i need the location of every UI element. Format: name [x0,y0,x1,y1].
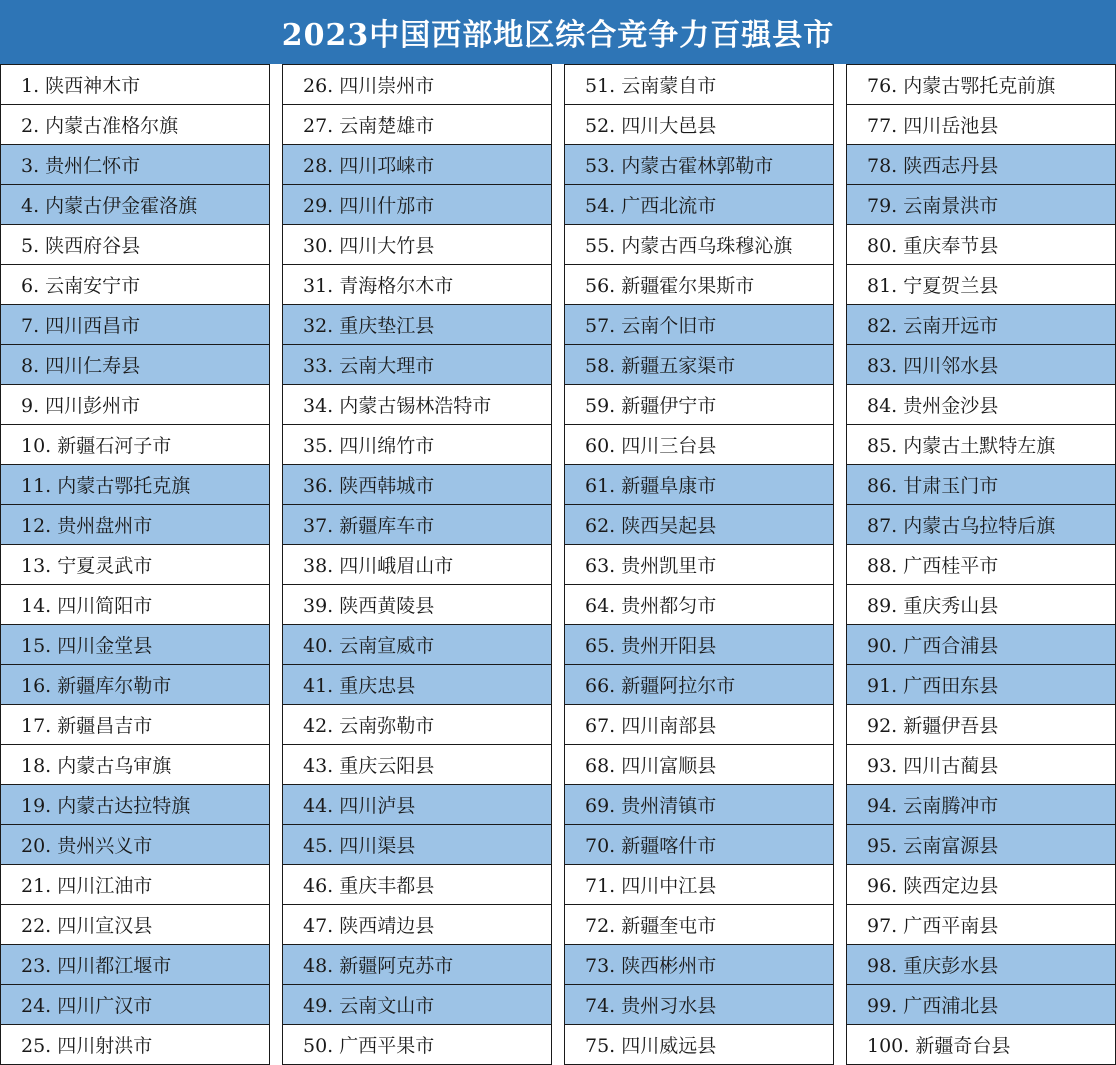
ranking-cell [564,704,834,745]
ranking-cell [846,624,1116,665]
ranking-entry-label: 20. 贵州兴义市 [21,835,153,857]
ranking-entry-label: 4. 内蒙古伊金霍洛旗 [21,195,198,217]
ranking-cell [282,224,552,265]
ranking-entry-label: 31. 青海格尔木市 [303,275,454,297]
ranking-cell [846,224,1116,265]
ranking-entry-label: 100. 新疆奇台县 [867,1035,1011,1057]
ranking-entry-label: 74. 贵州习水县 [585,995,717,1017]
ranking-cell [282,264,552,305]
ranking-cell [564,304,834,345]
ranking-entry-label: 48. 新疆阿克苏市 [303,955,454,977]
ranking-entry-label: 3. 贵州仁怀市 [21,155,141,177]
ranking-cell [282,384,552,425]
ranking-entry-label: 91. 广西田东县 [867,675,999,697]
ranking-entry-label: 87. 内蒙古乌拉特后旗 [867,515,1056,537]
ranking-cell [846,144,1116,185]
ranking-entry-label: 45. 四川渠县 [303,835,416,857]
ranking-cell [0,384,270,425]
ranking-cell [846,584,1116,625]
ranking-cell [564,784,834,825]
ranking-entry-label: 6. 云南安宁市 [21,275,141,297]
ranking-cell [282,464,552,505]
ranking-entry-label: 83. 四川邻水县 [867,355,999,377]
ranking-cell [846,424,1116,465]
ranking-cell [846,304,1116,345]
ranking-cell [564,584,834,625]
ranking-entry-label: 50. 广西平果市 [303,1035,435,1057]
ranking-cell [846,384,1116,425]
ranking-entry-label: 64. 贵州都匀市 [585,595,717,617]
ranking-entry-label: 65. 贵州开阳县 [585,635,717,657]
ranking-entry-label: 33. 云南大理市 [303,355,435,377]
ranking-cell [564,184,834,225]
ranking-entry-label: 92. 新疆伊吾县 [867,715,999,737]
ranking-entry-label: 18. 内蒙古乌审旗 [21,755,172,777]
ranking-cell [564,384,834,425]
ranking-entry-label: 25. 四川射洪市 [21,1035,153,1057]
ranking-column [846,64,1116,1065]
ranking-cell [564,464,834,505]
ranking-cell [846,784,1116,825]
ranking-entry-label: 82. 云南开远市 [867,315,999,337]
ranking-entry-label: 15. 四川金堂县 [21,635,153,657]
ranking-entry-label: 13. 宁夏灵武市 [21,555,153,577]
ranking-cell [846,984,1116,1025]
ranking-entry-label: 86. 甘肃玉门市 [867,475,999,497]
ranking-entry-label: 14. 四川简阳市 [21,595,153,617]
ranking-cell [846,664,1116,705]
ranking-entry-label: 35. 四川绵竹市 [303,435,435,457]
ranking-cell [0,504,270,545]
ranking-entry-label: 59. 新疆伊宁市 [585,395,717,417]
ranking-entry-label: 85. 内蒙古土默特左旗 [867,435,1056,457]
ranking-entry-label: 1. 陕西神木市 [21,75,141,97]
ranking-cell [564,1024,834,1065]
ranking-entry-label: 73. 陕西彬州市 [585,955,717,977]
ranking-cell [0,104,270,145]
ranking-cell [0,144,270,185]
ranking-cell [564,944,834,985]
ranking-cell [0,424,270,465]
ranking-entry-label: 97. 广西平南县 [867,915,999,937]
ranking-entry-label: 38. 四川峨眉山市 [303,555,454,577]
ranking-cell [846,64,1116,105]
ranking-entry-label: 70. 新疆喀什市 [585,835,717,857]
ranking-table [0,64,1116,1065]
ranking-entry-label: 47. 陕西靖边县 [303,915,435,937]
ranking-entry-label: 75. 四川威远县 [585,1035,717,1057]
ranking-cell [564,984,834,1025]
ranking-entry-label: 28. 四川邛崃市 [303,155,435,177]
ranking-cell [0,584,270,625]
ranking-cell [0,744,270,785]
ranking-entry-label: 76. 内蒙古鄂托克前旗 [867,75,1056,97]
ranking-cell [282,144,552,185]
ranking-entry-label: 46. 重庆丰都县 [303,875,435,897]
ranking-entry-label: 72. 新疆奎屯市 [585,915,717,937]
ranking-cell [0,784,270,825]
ranking-entry-label: 2. 内蒙古准格尔旗 [21,115,179,137]
ranking-entry-label: 49. 云南文山市 [303,995,435,1017]
ranking-entry-label: 80. 重庆奉节县 [867,235,999,257]
ranking-cell [846,864,1116,905]
ranking-cell [846,824,1116,865]
ranking-entry-label: 69. 贵州清镇市 [585,795,717,817]
ranking-cell [282,624,552,665]
ranking-cell [282,904,552,945]
ranking-entry-label: 16. 新疆库尔勒市 [21,675,172,697]
ranking-entry-label: 78. 陕西志丹县 [867,155,999,177]
ranking-cell [282,944,552,985]
ranking-entry-label: 44. 四川泸县 [303,795,416,817]
ranking-cell [846,944,1116,985]
ranking-entry-label: 99. 广西浦北县 [867,995,999,1017]
ranking-cell [564,824,834,865]
ranking-cell [282,104,552,145]
ranking-cell [0,664,270,705]
ranking-entry-label: 57. 云南个旧市 [585,315,717,337]
ranking-cell [0,824,270,865]
ranking-entry-label: 29. 四川什邡市 [303,195,435,217]
ranking-cell [564,144,834,185]
ranking-entry-label: 53. 内蒙古霍林郭勒市 [585,155,774,177]
ranking-entry-label: 63. 贵州凯里市 [585,555,717,577]
ranking-entry-label: 39. 陕西黄陵县 [303,595,435,617]
ranking-entry-label: 27. 云南楚雄市 [303,115,435,137]
page-title: 2023中国西部地区综合竞争力百强县市 [0,0,1116,64]
ranking-entry-label: 5. 陕西府谷县 [21,235,141,257]
ranking-cell [564,64,834,105]
ranking-entry-label: 34. 内蒙古锡林浩特市 [303,395,492,417]
ranking-cell [0,984,270,1025]
ranking-cell [564,624,834,665]
ranking-entry-label: 60. 四川三台县 [585,435,717,457]
ranking-cell [282,984,552,1025]
ranking-cell [282,304,552,345]
ranking-cell [564,264,834,305]
ranking-entry-label: 42. 云南弥勒市 [303,715,435,737]
ranking-entry-label: 22. 四川宣汉县 [21,915,153,937]
ranking-cell [282,504,552,545]
ranking-entry-label: 21. 四川江油市 [21,875,153,897]
ranking-entry-label: 8. 四川仁寿县 [21,355,141,377]
ranking-entry-label: 10. 新疆石河子市 [21,435,172,457]
ranking-entry-label: 32. 重庆垫江县 [303,315,435,337]
ranking-cell [282,864,552,905]
ranking-cell [846,184,1116,225]
ranking-column [564,64,834,1065]
ranking-cell [0,944,270,985]
ranking-entry-label: 79. 云南景洪市 [867,195,999,217]
ranking-cell [282,584,552,625]
ranking-cell [282,424,552,465]
ranking-entry-label: 61. 新疆阜康市 [585,475,717,497]
ranking-cell [564,864,834,905]
ranking-cell [0,864,270,905]
ranking-entry-label: 9. 四川彭州市 [21,395,141,417]
ranking-entry-label: 84. 贵州金沙县 [867,395,999,417]
ranking-cell [564,344,834,385]
ranking-cell [564,904,834,945]
ranking-entry-label: 81. 宁夏贺兰县 [867,275,999,297]
ranking-entry-label: 40. 云南宣威市 [303,635,435,657]
ranking-cell [0,344,270,385]
ranking-cell [282,744,552,785]
ranking-cell [846,104,1116,145]
ranking-entry-label: 26. 四川崇州市 [303,75,435,97]
ranking-cell [282,1024,552,1065]
ranking-entry-label: 77. 四川岳池县 [867,115,999,137]
ranking-entry-label: 17. 新疆昌吉市 [21,715,153,737]
ranking-entry-label: 11. 内蒙古鄂托克旗 [21,475,191,497]
ranking-cell [0,304,270,345]
ranking-cell [564,424,834,465]
ranking-cell [846,904,1116,945]
ranking-cell [0,544,270,585]
ranking-cell [282,664,552,705]
ranking-entry-label: 89. 重庆秀山县 [867,595,999,617]
ranking-cell [846,344,1116,385]
ranking-cell [282,824,552,865]
ranking-cell [0,64,270,105]
ranking-entry-label: 52. 四川大邑县 [585,115,717,137]
ranking-entry-label: 7. 四川西昌市 [21,315,141,337]
ranking-cell [0,224,270,265]
ranking-entry-label: 19. 内蒙古达拉特旗 [21,795,191,817]
ranking-entry-label: 36. 陕西韩城市 [303,475,435,497]
ranking-cell [282,64,552,105]
ranking-cell [0,264,270,305]
ranking-cell [846,1024,1116,1065]
ranking-cell [282,544,552,585]
ranking-cell [846,264,1116,305]
ranking-entry-label: 12. 贵州盘州市 [21,515,153,537]
ranking-cell [846,504,1116,545]
ranking-entry-label: 96. 陕西定边县 [867,875,999,897]
ranking-cell [846,744,1116,785]
ranking-cell [564,544,834,585]
ranking-cell [846,464,1116,505]
ranking-cell [0,704,270,745]
ranking-cell [846,544,1116,585]
ranking-entry-label: 41. 重庆忠县 [303,675,416,697]
ranking-entry-label: 94. 云南腾冲市 [867,795,999,817]
ranking-cell [282,184,552,225]
ranking-entry-label: 98. 重庆彭水县 [867,955,999,977]
ranking-entry-label: 68. 四川富顺县 [585,755,717,777]
ranking-entry-label: 43. 重庆云阳县 [303,755,435,777]
ranking-entry-label: 24. 四川广汉市 [21,995,153,1017]
ranking-entry-label: 71. 四川中江县 [585,875,717,897]
ranking-entry-label: 51. 云南蒙自市 [585,75,717,97]
ranking-entry-label: 23. 四川都江堰市 [21,955,172,977]
ranking-cell [282,704,552,745]
ranking-cell [282,784,552,825]
ranking-cell [0,184,270,225]
ranking-cell [0,624,270,665]
ranking-entry-label: 93. 四川古蔺县 [867,755,999,777]
ranking-entry-label: 56. 新疆霍尔果斯市 [585,275,755,297]
ranking-cell [564,664,834,705]
ranking-cell [846,704,1116,745]
ranking-cell [564,744,834,785]
ranking-cell [564,104,834,145]
ranking-entry-label: 55. 内蒙古西乌珠穆沁旗 [585,235,793,257]
ranking-entry-label: 62. 陕西吴起县 [585,515,717,537]
ranking-cell [564,504,834,545]
ranking-cell [0,464,270,505]
ranking-column [0,64,270,1065]
ranking-entry-label: 66. 新疆阿拉尔市 [585,675,736,697]
ranking-entry-label: 88. 广西桂平市 [867,555,999,577]
ranking-entry-label: 30. 四川大竹县 [303,235,435,257]
ranking-cell [282,344,552,385]
ranking-entry-label: 58. 新疆五家渠市 [585,355,736,377]
ranking-cell [564,224,834,265]
ranking-entry-label: 54. 广西北流市 [585,195,717,217]
ranking-entry-label: 90. 广西合浦县 [867,635,999,657]
ranking-entry-label: 95. 云南富源县 [867,835,999,857]
ranking-entry-label: 37. 新疆库车市 [303,515,435,537]
ranking-column [282,64,552,1065]
ranking-entry-label: 67. 四川南部县 [585,715,717,737]
ranking-cell [0,904,270,945]
ranking-cell [0,1024,270,1065]
